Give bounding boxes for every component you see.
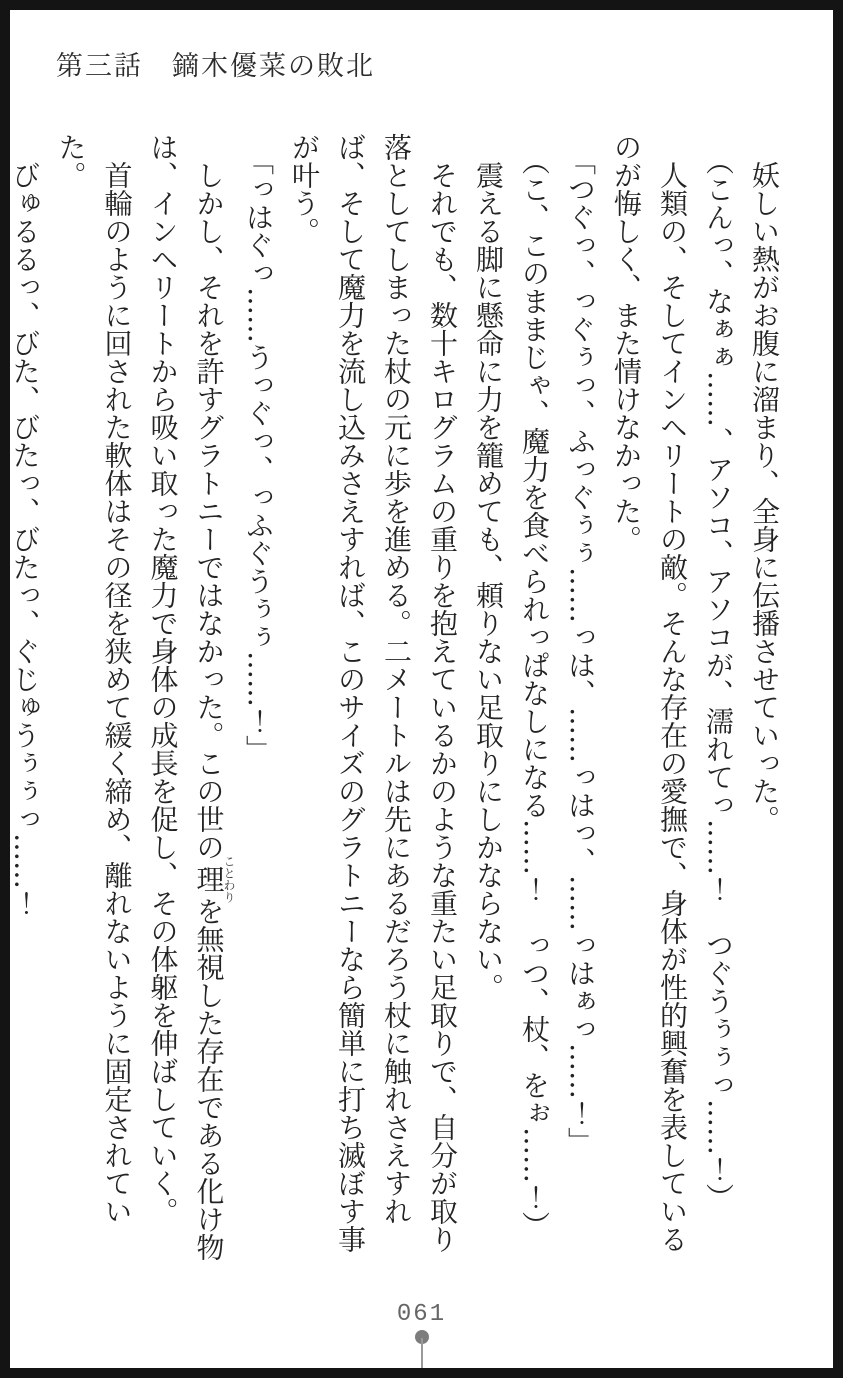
paragraph: 人類の、そしてインヘリートの敵。そんな存在の愛撫で、身体が性的興奮を表しているのが悔しく、また情けなかった。 (610, 133, 689, 1253)
paragraph: 「っはぐっ……うっぐっ、っふぐうぅぅ……！」 (242, 147, 275, 763)
paragraph: （こ、このままじゃ、魔力を食べられっぱなしになる……！ っつ、杖、をぉ……！） (518, 147, 551, 1239)
paragraph: しかし、それを許すグラトニーではなかった。この世の理ことわりを無視した存在である化け物は、インヘリートから吸い取った魔力で身体の成長を促し、その体躯を伸ばしていく。 (146, 133, 236, 1261)
furigana-ruby: 理ことわり (192, 855, 236, 903)
chapter-title: 第三話 鏑木優菜の敗北 (56, 51, 375, 82)
page-footer (10, 1298, 833, 1368)
paragraph: びゅるるっ、びた、びたっ、びたっ、ぐじゅうぅぅっ……！ (8, 161, 42, 917)
paragraph: それでも、数十キログラムの重りを抱えているかのような重たい足取りで、自分が取り落としてしまった杖の元に歩を進める。二メートルは先にあるだろう杖に触れさえすれば、そして魔力を流し込みさえすれば、このサイズのグラトニーなら簡単に打ち滅ぼす事が叶う。 (288, 133, 459, 1253)
page-marker-dot-icon (415, 1330, 429, 1344)
paragraph: 妖しい熱がお腹に溜まり、全身に伝播させていった。 (748, 161, 781, 833)
paragraph: 首輪のように回された軟体はその径を狭めて緩く締め、離れないように固定されていた。 (54, 133, 134, 1225)
page-number: 061 (396, 1301, 447, 1328)
paragraph: 「つぐっ、っぐぅっ、ふっぐぅぅ……っは、……っはっ、……っはぁっ……！」 (564, 147, 597, 1155)
body-text (8, 133, 787, 1267)
page-marker-line (421, 1338, 423, 1368)
paragraph: 震える脚に懸命に力を籠めても、頼りない足取りにしかならない。 (472, 161, 505, 1001)
paragraph: （こんっ、なぁぁ……、アソコ、アソコが、濡れてっ……！ つぐうぅぅっ……！） (702, 147, 735, 1211)
